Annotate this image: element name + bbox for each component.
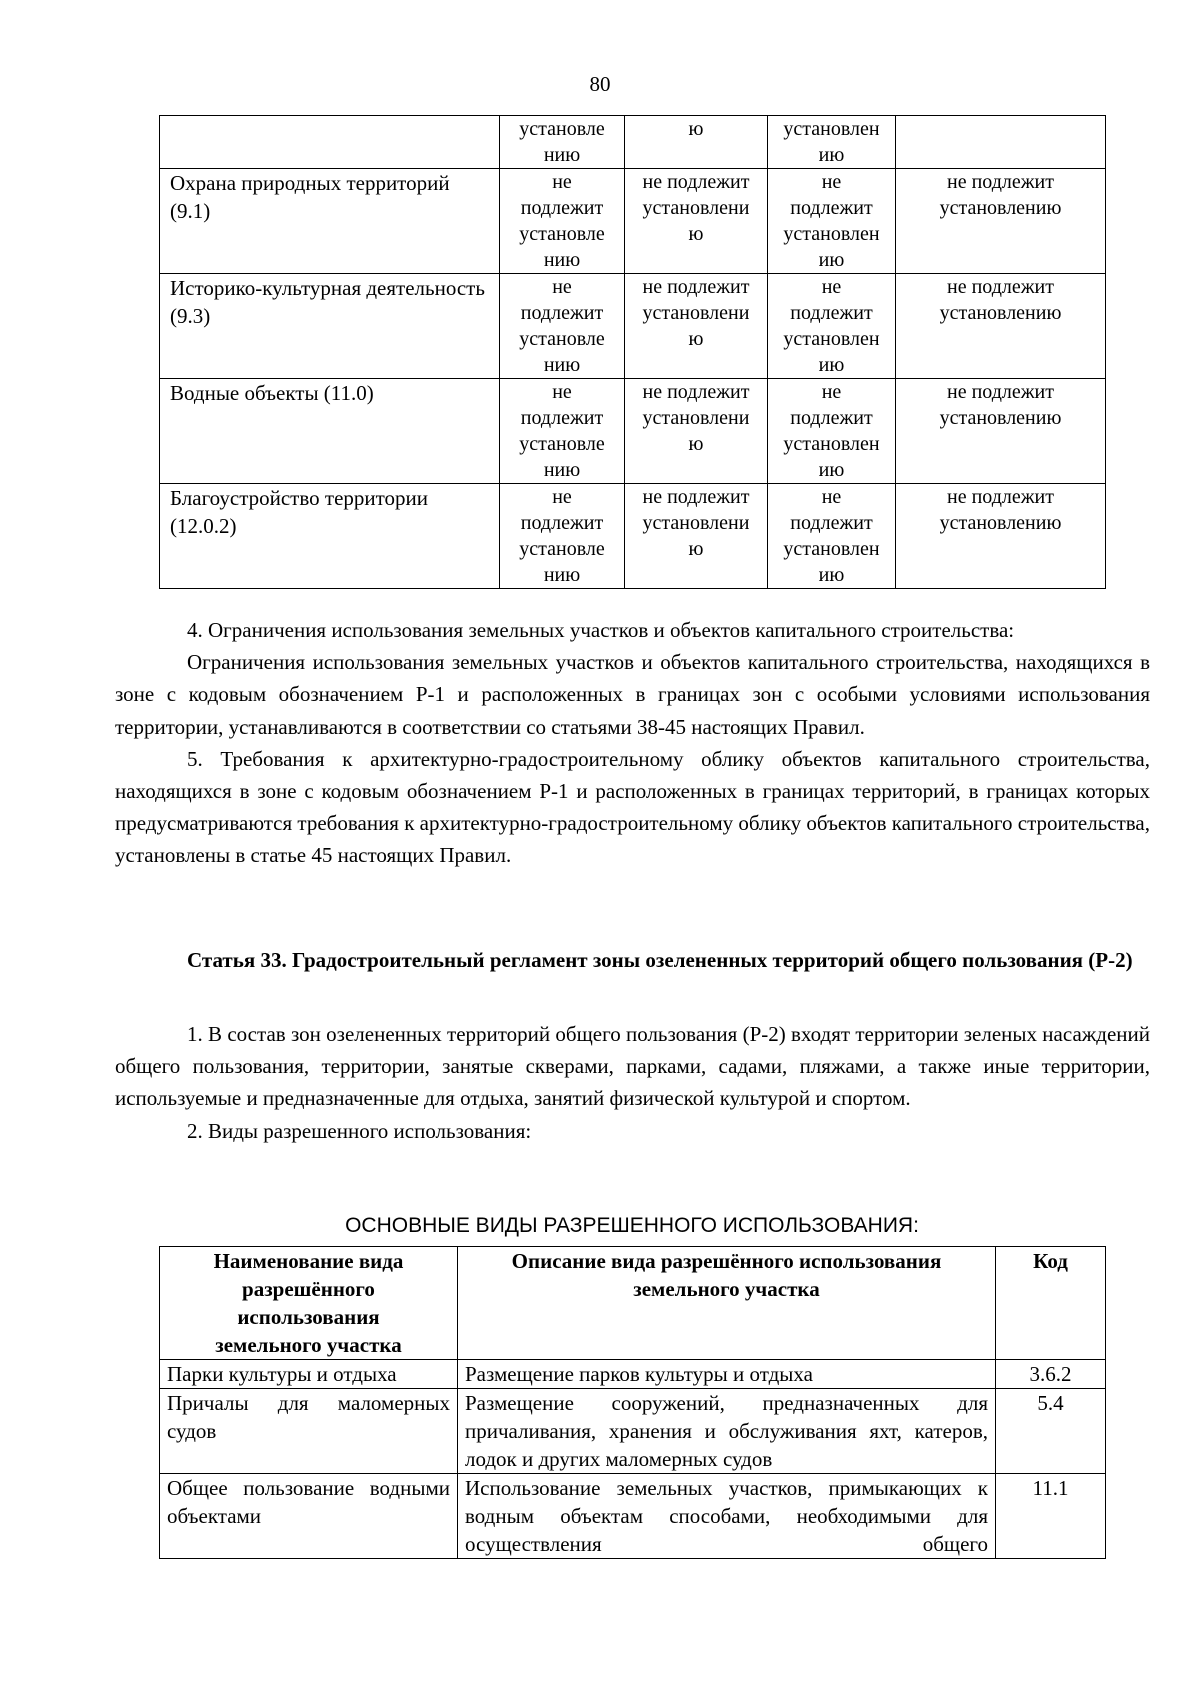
cell-c2: не подлежит установлени ю — [625, 484, 768, 589]
paragraph-a1: 1. В состав зон озелененных территорий общего пользования (Р-2) входят территории зеленых насаждений общего пользования, территории, занятые скверами, парками, садами, пляжами, а также иные территории, используемые и предназначенные для отдыха, занятий физической культурой и спортом. — [115, 1022, 1150, 1111]
cell-c3: установлен ию — [768, 116, 896, 169]
cell-c2: ю — [625, 116, 768, 169]
cell-name: Общее пользование водными объектами — [160, 1474, 458, 1559]
cell-description: Размещение парков культуры и отдыха — [458, 1360, 996, 1389]
cell-c4 — [896, 116, 1106, 169]
cell-c4: не подлежит установлению — [896, 169, 1106, 274]
cell-code: 3.6.2 — [996, 1360, 1106, 1389]
cell-c2: не подлежит установлени ю — [625, 169, 768, 274]
cell-c3: не подлежит установлен ию — [768, 379, 896, 484]
cell-c1: не подлежит установле нию — [500, 274, 625, 379]
table-row — [160, 274, 1106, 379]
cell-c2: не подлежит установлени ю — [625, 274, 768, 379]
cell-name: Благоустройство территории (12.0.2) — [160, 484, 500, 589]
cell-description: Размещение сооружений, предназначенных для причаливания, хранения и обслуживания яхт, катеров, лодок и других маломерных судов — [458, 1389, 996, 1474]
article-heading: Статья 33. Градостроительный регламент зоны озелененных территорий общего пользования (Р-2) — [187, 948, 1133, 972]
cell-name — [160, 116, 500, 169]
paragraph-4-body: Ограничения использования земельных участков и объектов капитального строительства, находящихся в зоне с кодовым обозначением Р-1 и расположенных в границах зон с особыми условиями использования территории, устанавливаются в соответствии со статьями 38-45 настоящих Правил. — [115, 650, 1150, 739]
cell-code: 11.1 — [996, 1474, 1106, 1559]
cell-name: Причалы для маломерных судов — [160, 1389, 458, 1474]
article-33 — [115, 944, 1150, 976]
paragraph-4-title: 4. Ограничения использования земельных участков и объектов капитального строительства: — [187, 618, 1015, 642]
cell-c2: не подлежит установлени ю — [625, 379, 768, 484]
cell-c3: не подлежит установлен ию — [768, 169, 896, 274]
header-name: Наименование вида разрешённого использования земельного участка — [160, 1247, 458, 1360]
article-33-body — [115, 1018, 1150, 1147]
cell-c1: не подлежит установле нию — [500, 484, 625, 589]
main-uses-table — [159, 1246, 1106, 1559]
cell-code: 5.4 — [996, 1389, 1106, 1474]
cell-c1: не подлежит установле нию — [500, 169, 625, 274]
cell-name: Парки культуры и отдыха — [160, 1360, 458, 1389]
cell-c4: не подлежит установлению — [896, 484, 1106, 589]
section-4 — [115, 614, 1150, 872]
cell-c4: не подлежит установлению — [896, 379, 1106, 484]
table-row — [160, 116, 1106, 169]
paragraph-a2: 2. Виды разрешенного использования: — [187, 1118, 532, 1143]
table-row — [160, 169, 1106, 274]
cell-name: Охрана природных территорий (9.1) — [160, 169, 500, 274]
header-description: Описание вида разрешённого использования земельного участка — [458, 1247, 996, 1360]
table-row — [160, 1360, 1106, 1389]
cell-c4: не подлежит установлению — [896, 274, 1106, 379]
cell-name: Водные объекты (11.0) — [160, 379, 500, 484]
restrictions-table-continuation — [159, 115, 1106, 589]
cell-c1: не подлежит установле нию — [500, 379, 625, 484]
cell-name: Историко-культурная деятельность (9.3) — [160, 274, 500, 379]
cell-description: Использование земельных участков, примыкающих к водным объектам способами, необходимыми для осуществления общего — [458, 1474, 996, 1559]
cell-c3: не подлежит установлен ию — [768, 274, 896, 379]
table-row — [160, 379, 1106, 484]
paragraph-5: 5. Требования к архитектурно-градостроительному облику объектов капитального строительства, находящихся в зоне с кодовым обозначением Р-1 и расположенных в границах территорий, в границах которых предусматриваются требования к архитектурно-градостроительному облику объектов капитального строительства, установлены в статье 45 настоящих Правил. — [115, 746, 1150, 868]
header-code: Код — [996, 1247, 1106, 1360]
table-header-row — [160, 1247, 1106, 1360]
cell-c3: не подлежит установлен ию — [768, 484, 896, 589]
table-row — [160, 484, 1106, 589]
page-number: 80 — [589, 72, 611, 96]
table-caption: ОСНОВНЫЕ ВИДЫ РАЗРЕШЕННОГО ИСПОЛЬЗОВАНИЯ: — [345, 1214, 919, 1237]
cell-c1: установле нию — [500, 116, 625, 169]
table-row — [160, 1474, 1106, 1559]
table-row — [160, 1389, 1106, 1474]
